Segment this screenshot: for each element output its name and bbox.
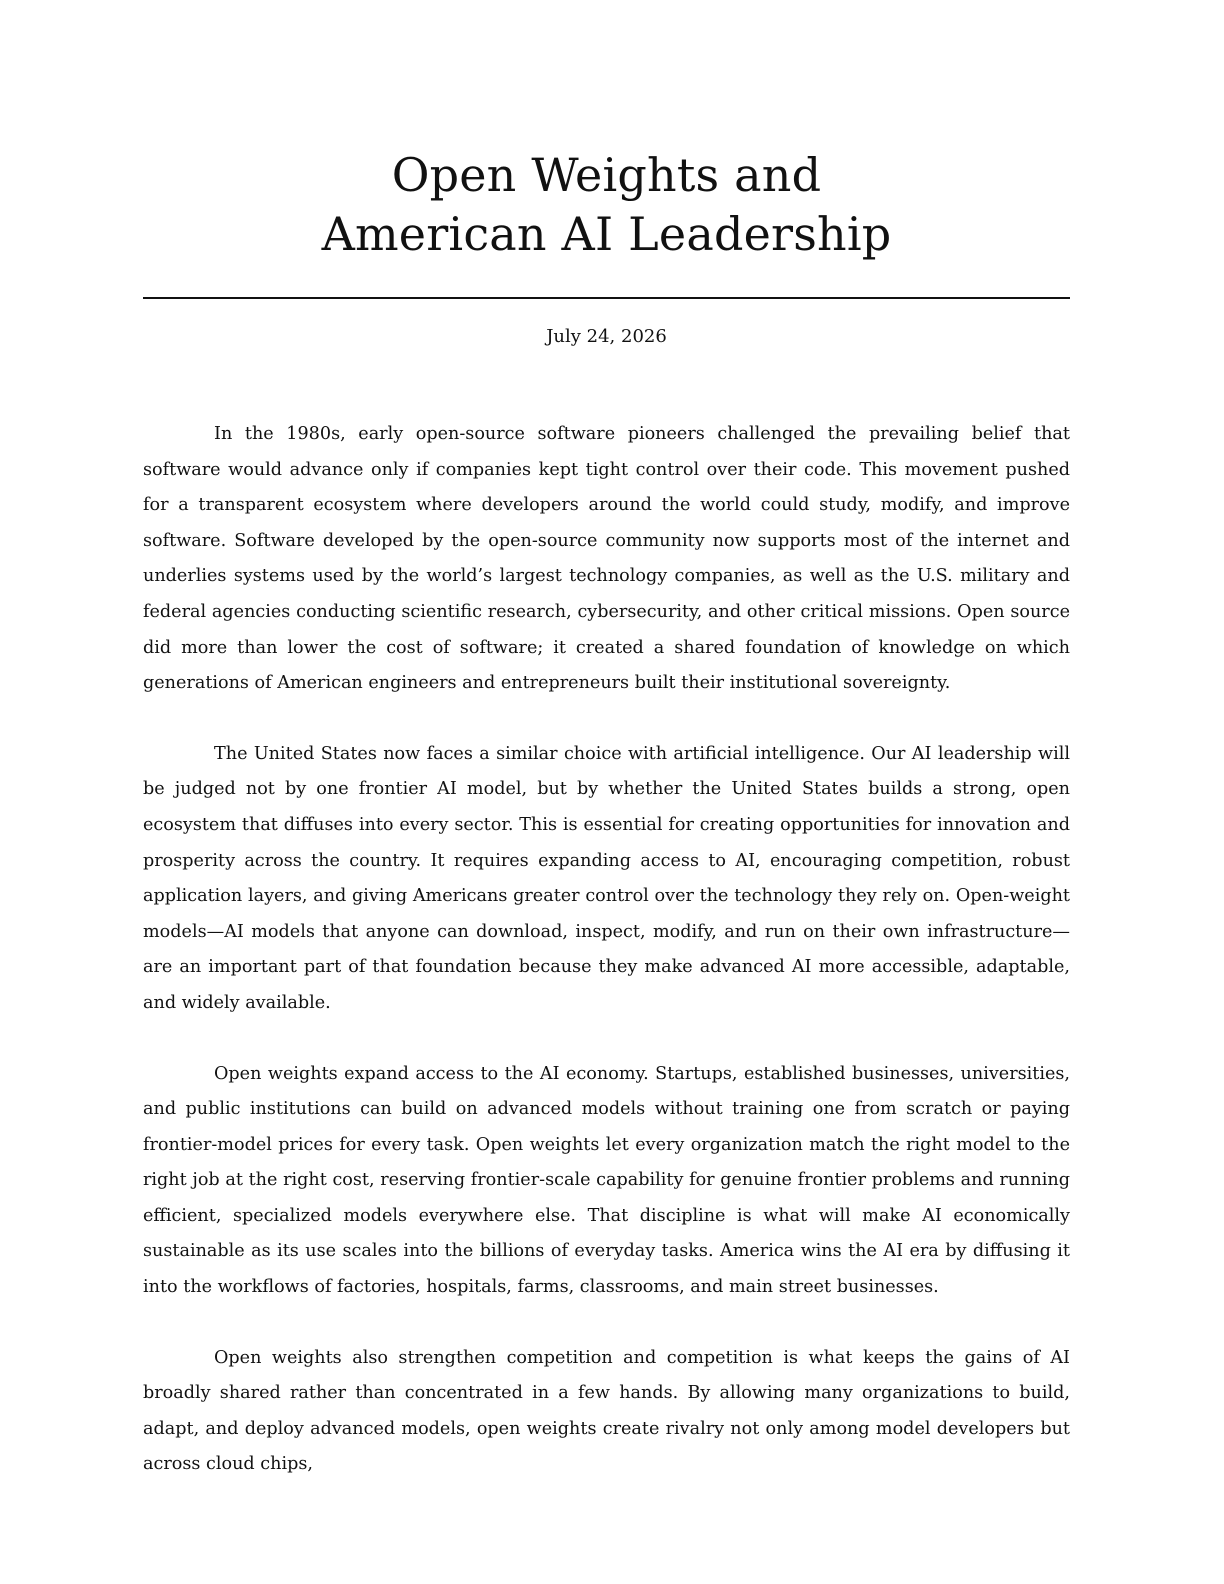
paragraph: The United States now faces a similar choice with artificial intelligence. Our AI leadership will be judged not by one frontier AI model, but by whether the United States builds a strong, open ecosystem that diffuses into every sector. This is essential for creating opportunities for innovation and prosperity across the country. It requires expanding access to AI, encouraging competition, robust application layers, and giving Americans greater control over the technology they rely on. Open-weight models—AI models that anyone can download, inspect, modify, and run on their own infrastructure—are an important part of that foundation because they make advanced AI more accessible, adaptable, and widely available. — [143, 743, 1070, 1013]
paragraph: Open weights also strengthen competition and competition is what keeps the gains of AI broadly shared rather than concentrated in a few hands. By allowing many organizations to build, adapt, and deploy advanced models, open weights create rivalry not only among model developers but across cloud chips, — [143, 1347, 1070, 1475]
paragraph: In the 1980s, early open-source software pioneers challenged the prevailing belief that software would advance only if companies kept tight control over their code. This movement pushed for a transparent ecosystem where developers around the world could study, modify, and improve software. Software developed by the open-source community now supports most of the internet and underlies systems used by the world’s largest technology companies, as well as the U.S. military and federal agencies conducting scientific research, cybersecurity, and other critical missions. Open source did more than lower the cost of software; it created a shared foundation of knowledge on which generations of American engineers and entrepreneurs built their institutional sovereignty. — [143, 424, 1070, 694]
document-title — [143, 146, 1070, 264]
title-divider — [143, 297, 1070, 299]
document-date: July 24, 2026 — [546, 326, 667, 347]
paragraph: Open weights expand access to the AI economy. Startups, established businesses, universities, and public institutions can build on advanced models without training one from scratch or paying frontier-model prices for every task. Open weights let every organization match the right model to the right job at the right cost, reserving frontier-scale capability for genuine frontier problems and running efficient, specialized models everywhere else. That discipline is what will make AI economically sustainable as its use scales into the billions of everyday tasks. America wins the AI era by diffusing it into the workflows of factories, hospitals, farms, classrooms, and main street businesses. — [143, 1063, 1070, 1298]
title-line-1: Open Weights and — [391, 148, 822, 202]
document-body — [143, 417, 1070, 1518]
title-line-2: American AI Leadership — [321, 207, 892, 261]
